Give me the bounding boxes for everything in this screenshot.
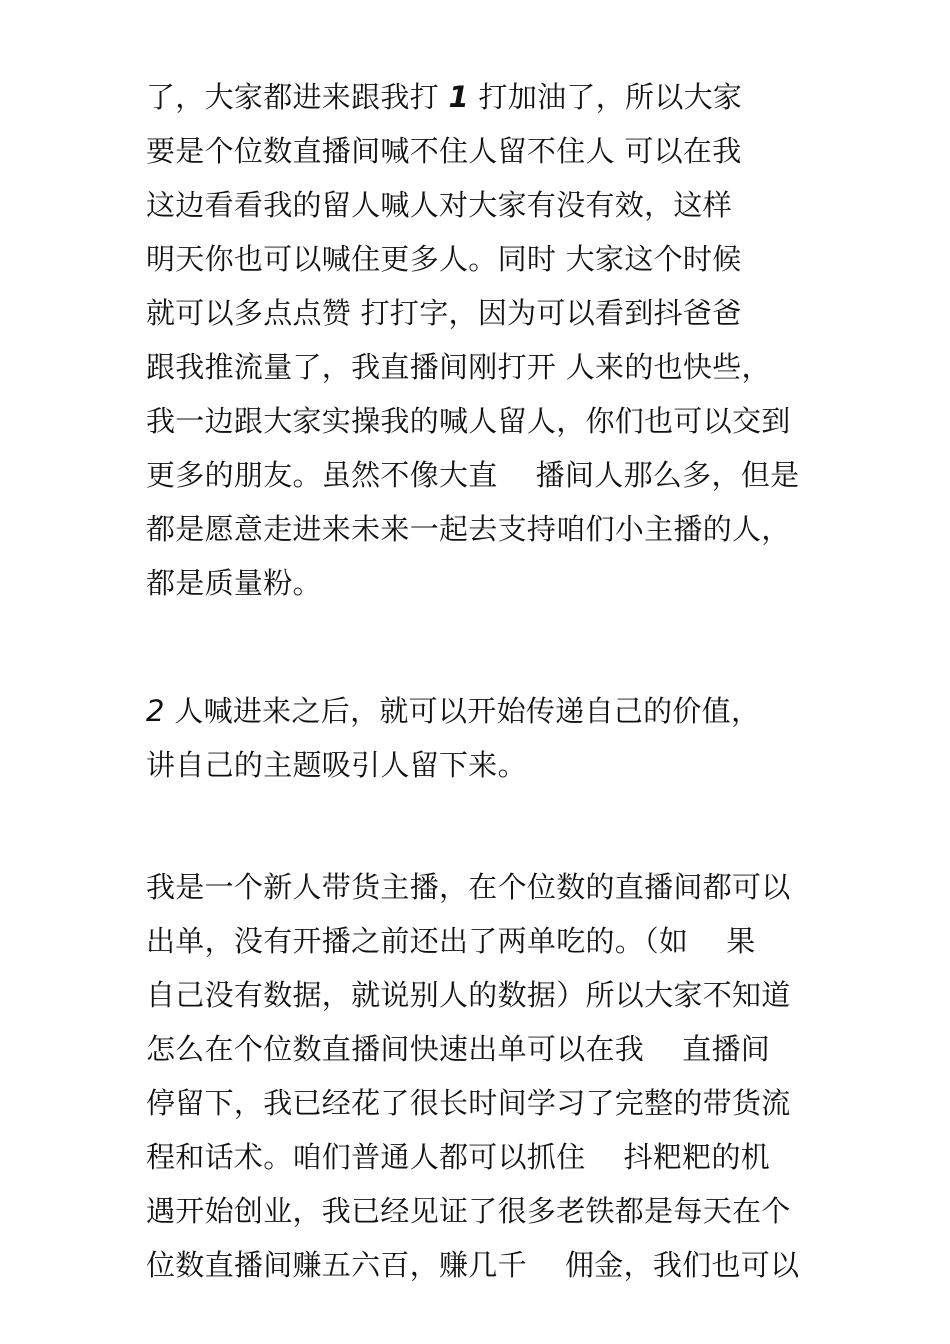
text-line: 这边看看我的留人喊人对大家有没有效，这样 — [146, 188, 733, 222]
text-line: 我一边跟大家实操我的喊人留人，你们也可以交到 — [146, 404, 791, 438]
text-line: 位数直播间赚五六百，赚几千 佣金，我们也可以 — [146, 1248, 800, 1282]
text-line: 明天你也可以喊住更多人。同时 大家这个时候 — [146, 242, 742, 276]
text-line: 停留下，我已经花了很长时间学习了完整的带货流 — [146, 1086, 791, 1120]
list-number: 2 — [146, 694, 165, 728]
list-number: 1 — [448, 80, 470, 114]
text-line: 自己没有数据，就说别人的数据）所以大家不知道 — [146, 978, 791, 1012]
text-line: 都是质量粉。 — [146, 566, 322, 600]
text-line: 怎么在个位数直播间快速出单可以在我 直播间 — [146, 1032, 771, 1066]
paragraph-3 — [146, 860, 826, 1292]
text-line: 遇开始创业，我已经见证了很多老铁都是每天在个 — [146, 1194, 791, 1228]
text-line: 就可以多点点赞 打打字，因为可以看到抖爸爸 — [146, 296, 742, 330]
paragraph-1 — [146, 70, 826, 610]
text-line: 了，大家都进来跟我打 1 打加油了，所以大家 — [146, 80, 743, 114]
paragraph-2 — [146, 684, 826, 792]
text-line: 都是愿意走进来未来一起去支持咱们小主播的人， — [146, 512, 791, 546]
text-line: 要是个位数直播间喊不住人留不住人 可以在我 — [146, 134, 742, 168]
text-line: 讲自己的主题吸引人留下来。 — [146, 748, 527, 782]
text-line: 我是一个新人带货主播，在个位数的直播间都可以 — [146, 870, 791, 904]
text-line: 2 人喊进来之后，就可以开始传递自己的价值， — [146, 694, 761, 728]
text-line: 程和话术。咱们普通人都可以抓住 抖粑粑的机 — [146, 1140, 771, 1174]
text-line: 跟我推流量了，我直播间刚打开 人来的也快些， — [146, 350, 771, 384]
text-line: 更多的朋友。虽然不像大直 播间人那么多，但是 — [146, 458, 800, 492]
text-line: 出单，没有开播之前还出了两单吃的。（如 果 — [146, 924, 756, 958]
